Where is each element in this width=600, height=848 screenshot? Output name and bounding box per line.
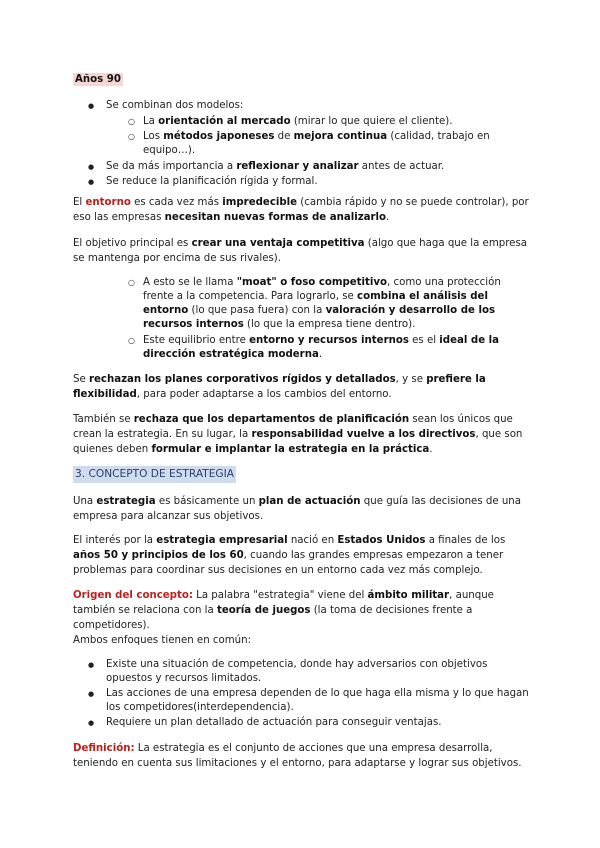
paragraph-definicion: Definición: La estrategia es el conjunto de acciones que una empresa desarrolla, teniendo en cuenta sus limitaciones y el entorno, para adaptarse y lograr sus objetivos. xyxy=(73,743,522,769)
list-item: ○ Este equilibrio entre entorno y recursos internos es el ideal de la dirección estratégica moderna. xyxy=(128,334,503,362)
list-item: ○ La orientación al mercado (mirar lo que quiere el cliente). xyxy=(128,115,533,129)
list-item: ● Existe una situación de competencia, donde hay adversarios con objetivos opuestos y recursos limitados. xyxy=(73,658,533,686)
paragraph: También se rechaza que los departamentos de planificación sean los únicos que crean la estrategia. En su lugar, la responsabilidad vuelve a los directivos, que son quienes deben formular e implantar la estrategia en la práctica. xyxy=(73,414,523,455)
moat-list xyxy=(128,276,503,362)
common-list xyxy=(73,658,533,730)
list-item: ● Se da más importancia a reflexionar y analizar antes de actuar. xyxy=(73,160,533,174)
paragraph: Se rechazan los planes corporativos rígidos y detallados, y se prefiere la flexibilidad, para poder adaptarse a los cambios del entorno. xyxy=(73,374,486,400)
list-item: ○ Los métodos japoneses de mejora continua (calidad, trabajo en equipo…). xyxy=(128,130,533,158)
section-title: Años 90 xyxy=(75,74,121,85)
paragraph-origen: Origen del concepto: La palabra "estrategia" viene del ámbito militar, aunque también se relaciona con la teoría de juegos (la toma de decisiones frente a competidores). Ambos enfoques tienen en común: xyxy=(73,590,494,646)
paragraph: Una estrategia es básicamente un plan de actuación que guía las decisiones de una empresa para alcanzar sus objetivos. xyxy=(73,496,522,522)
models-list xyxy=(73,99,533,189)
list-item: ● Se reduce la planificación rígida y formal. xyxy=(73,175,533,189)
list-item: ● Requiere un plan detallado de actuación para conseguir ventajas. xyxy=(73,716,533,730)
list-item: ● Se combinan dos modelos: ○ La orientación al mercado (mirar lo que quiere el cliente). ○ Los métodos japoneses de mejora continua (calidad, trabajo en equipo…). xyxy=(73,99,533,158)
list-item: ● Las acciones de una empresa dependen de lo que haga ella misma y lo que hagan los competidores(interdependencia). xyxy=(73,687,533,715)
list-item: ○ A esto se le llama "moat" o foso competitivo, como una protección frente a la competencia. Para lograrlo, se combina el análisis del entorno (lo que pasa fuera) con la valoración y desarrollo de los recursos internos (lo que la empresa tiene dentro). xyxy=(128,276,503,332)
paragraph: El objetivo principal es crear una ventaja competitiva (algo que haga que la empresa se mantenga por encima de sus rivales). xyxy=(73,238,527,264)
paragraph: El entorno es cada vez más impredecible (cambia rápido y no se puede controlar), por eso las empresas necesitan nuevas formas de analizarlo. xyxy=(73,197,529,223)
paragraph: El interés por la estrategia empresarial nació en Estados Unidos a finales de los años 50 y principios de los 60, cuando las grandes empresas empezaron a tener problemas para coordinar sus decisiones en un entorno cada vez más complejo. xyxy=(73,535,506,576)
section-heading: 3. CONCEPTO DE ESTRATEGIA xyxy=(73,466,236,483)
